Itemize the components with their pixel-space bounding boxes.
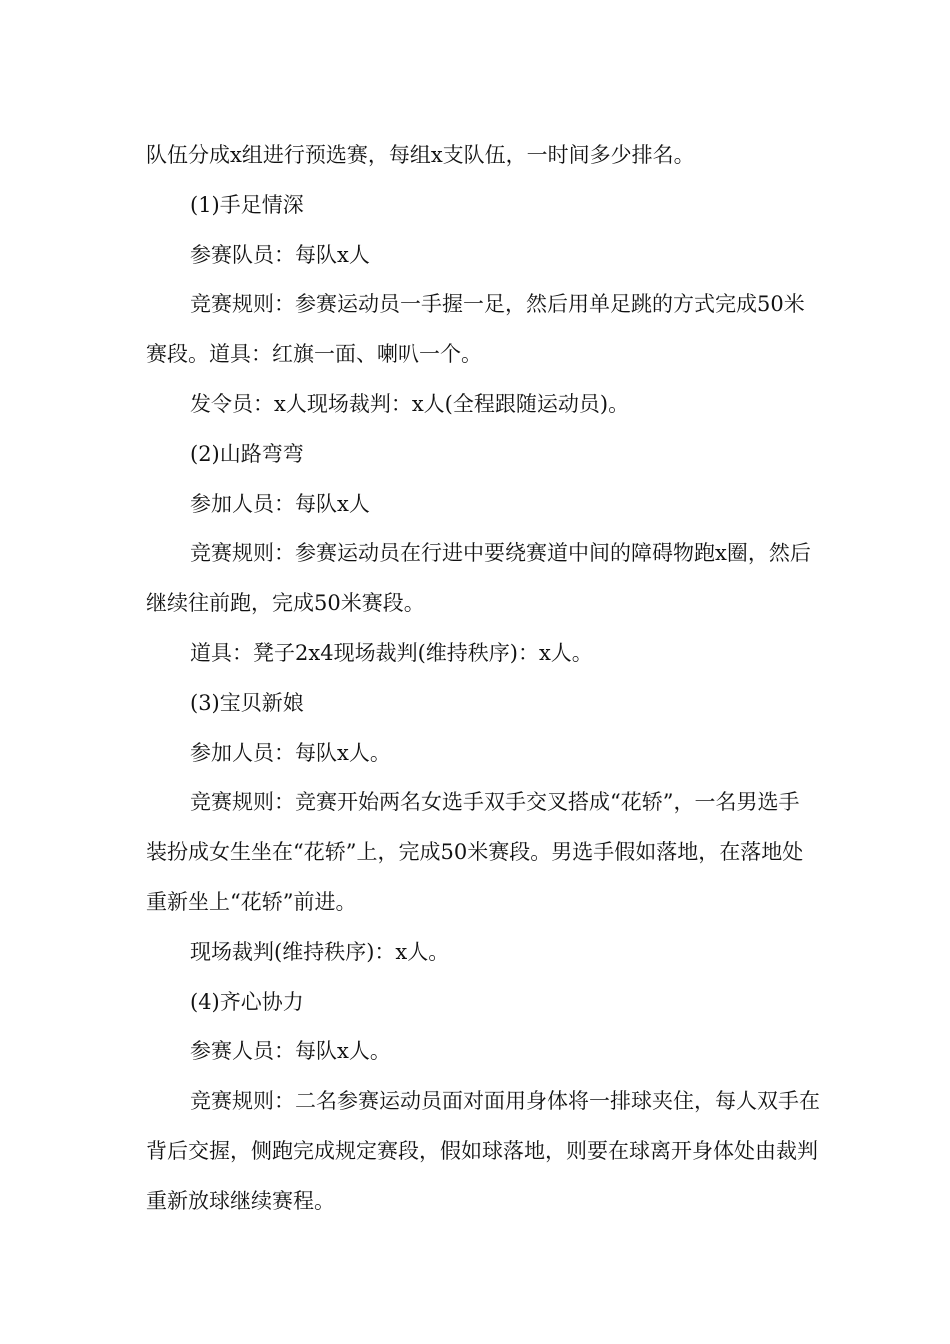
paragraph-8: 竞赛规则：参赛运动员在行进中要绕赛道中间的障碍物跑x圈，然后继续往前跑，完成50米赛段。 [146, 541, 811, 616]
paragraph-14-heading: (4)齐心协力 [190, 989, 304, 1014]
paragraph-11: 参加人员：每队x人。 [190, 740, 391, 765]
document-body [146, 131, 820, 1227]
paragraph-5: 发令员：x人现场裁判：x人(全程跟随运动员)。 [190, 391, 630, 416]
paragraph-10-heading: (3)宝贝新娘 [190, 690, 304, 715]
paragraph-4: 竞赛规则：参赛运动员一手握一足，然后用单足跳的方式完成50米赛段。道具：红旗一面、喇叭一个。 [146, 292, 805, 367]
paragraph-6-heading: (2)山路弯弯 [190, 441, 304, 466]
paragraph-16: 竞赛规则：二名参赛运动员面对面用身体将一排球夹住，每人双手在背后交握，侧跑完成规定赛段，假如球落地，则要在球离开身体处由裁判重新放球继续赛程。 [146, 1089, 820, 1213]
paragraph-7: 参加人员：每队x人 [190, 491, 370, 516]
paragraph-1: 队伍分成x组进行预选赛，每组x支队伍，一时间多少排名。 [146, 143, 695, 167]
paragraph-3: 参赛队员：每队x人 [190, 242, 370, 267]
paragraph-15: 参赛人员：每队x人。 [190, 1039, 391, 1064]
paragraph-2-heading: (1)手足情深 [190, 192, 304, 217]
paragraph-9: 道具：凳子2x4现场裁判(维持秩序)：x人。 [190, 640, 593, 665]
paragraph-12: 竞赛规则：竞赛开始两名女选手双手交叉搭成“花轿”，一名男选手装扮成女生坐在“花轿”上，完成50米赛段。男选手假如落地，在落地处重新坐上“花轿”前进。 [146, 790, 804, 914]
paragraph-13: 现场裁判(维持秩序)：x人。 [190, 939, 450, 964]
